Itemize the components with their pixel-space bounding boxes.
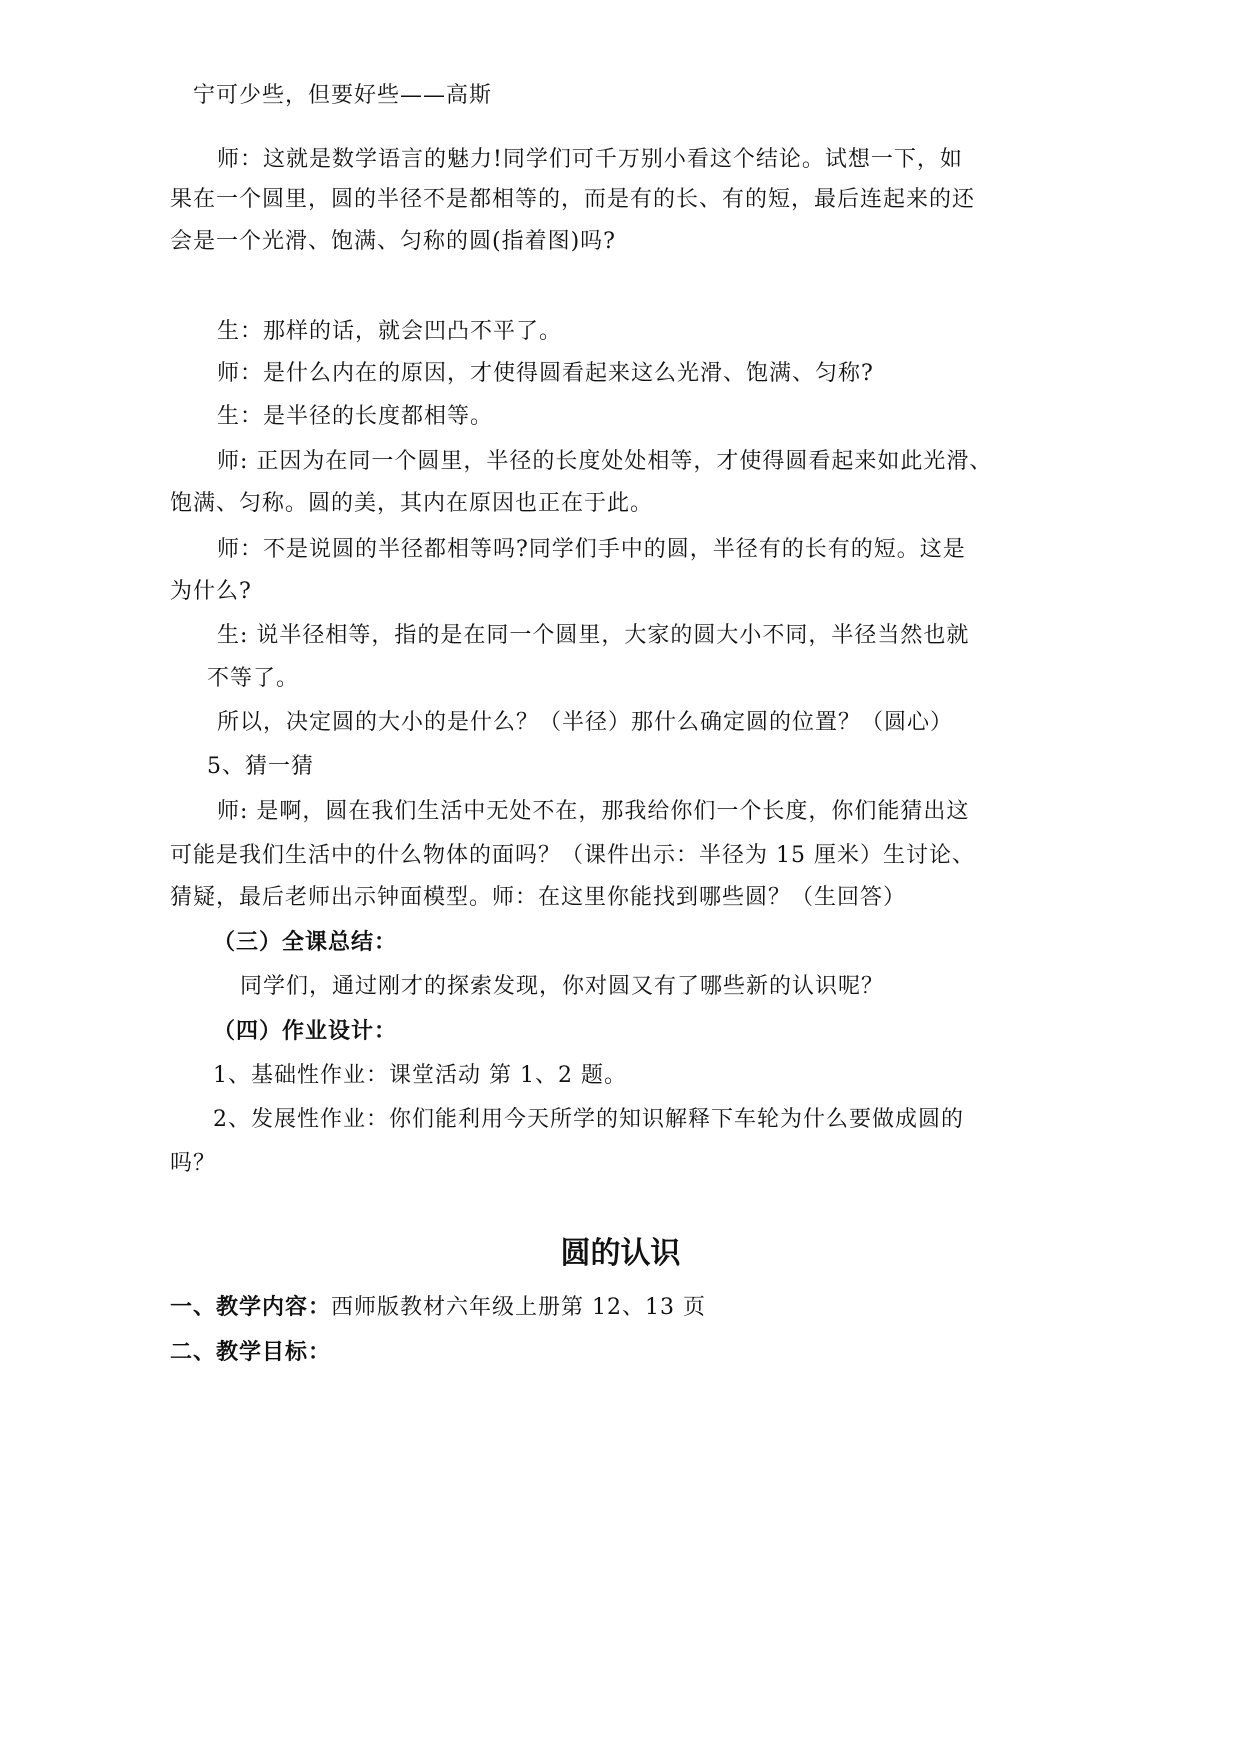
dialogue-line: 师: 正因为在同一个圆里，半径的长度处处相等，才使得圆看起来如此光滑、 bbox=[217, 449, 993, 474]
lesson-content-label: 一、教学内容： bbox=[170, 1295, 332, 1320]
homework-item: 吗？ bbox=[170, 1151, 217, 1176]
paragraph-line: 果在一个圆里，圆的半径不是都相等的，而是有的长、有的短，最后连起来的还 bbox=[170, 187, 976, 212]
dialogue-line: 为什么? bbox=[170, 579, 252, 604]
dialogue-line: 不等了。 bbox=[207, 666, 300, 691]
dialogue-line: 生: 说半径相等，指的是在同一个圆里，大家的圆大小不同，半径当然也就 bbox=[217, 623, 970, 648]
quote-line: 宁可少些，但要好些——高斯 bbox=[193, 83, 493, 108]
dialogue-line: 师：不是说圆的半径都相等吗?同学们手中的圆，半径有的长有的短。这是 bbox=[217, 537, 966, 562]
dialogue-line: 猜疑，最后老师出示钟面模型。师：在这里你能找到哪些圆？（生回答） bbox=[170, 885, 907, 910]
homework-item: 1、基础性作业：课堂活动 第 1、2 题。 bbox=[213, 1063, 627, 1088]
paragraph-line: 会是一个光滑、饱满、匀称的圆(指着图)吗? bbox=[170, 229, 616, 254]
dialogue-line: 饱满、匀称。圆的美，其内在原因也正在于此。 bbox=[170, 491, 654, 516]
lesson-content-text: 西师版教材六年级上册第 12、13 页 bbox=[331, 1295, 706, 1320]
dialogue-line: 可能是我们生活中的什么物体的面吗？（课件出示：半径为 15 厘米）生讨论、 bbox=[170, 843, 975, 868]
lesson-title: 圆的认识 bbox=[560, 1236, 681, 1271]
homework-item: 2、发展性作业：你们能利用今天所学的知识解释下车轮为什么要做成圆的 bbox=[213, 1107, 964, 1132]
section-heading: （三）全课总结： bbox=[213, 930, 398, 955]
dialogue-line: 师: 是啊，圆在我们生活中无处不在，那我给你们一个长度，你们能猜出这 bbox=[217, 799, 970, 824]
lesson-content-row bbox=[170, 1294, 706, 1322]
question-line: 所以，决定圆的大小的是什么？（半径）那什么确定圆的位置？（圆心） bbox=[217, 710, 954, 735]
lesson-goals-label: 二、教学目标： bbox=[170, 1340, 332, 1365]
dialogue-line: 生：是半径的长度都相等。 bbox=[217, 404, 494, 429]
section-heading: 5、猜一猜 bbox=[207, 754, 314, 779]
paragraph-line: 师：这就是数学语言的魅力!同学们可千万别小看这个结论。试想一下，如 bbox=[217, 147, 963, 172]
section-heading: （四）作业设计： bbox=[213, 1019, 398, 1044]
dialogue-line: 师：是什么内在的原因，才使得圆看起来这么光滑、饱满、匀称? bbox=[217, 361, 874, 386]
paragraph-line: 同学们，通过刚才的探索发现，你对圆又有了哪些新的认识呢？ bbox=[240, 974, 885, 999]
dialogue-line: 生：那样的话，就会凹凸不平了。 bbox=[217, 319, 563, 344]
